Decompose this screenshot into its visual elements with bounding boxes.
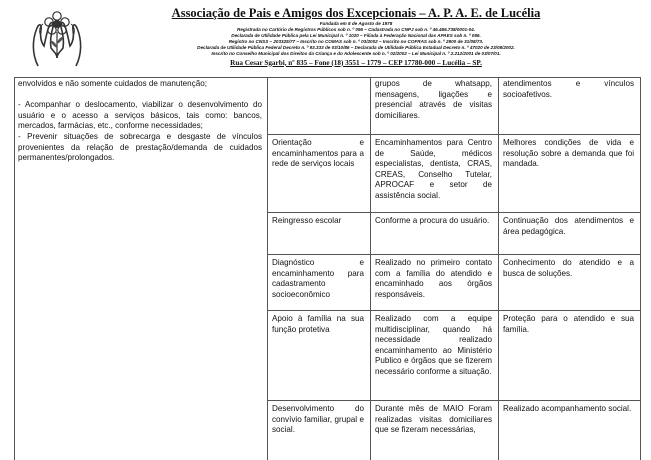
table-cell: atendimentos e vínculos socioafetivos. — [503, 79, 634, 99]
table-cell: Reingresso escolar — [272, 216, 342, 225]
table-border-left — [14, 77, 15, 460]
table-cell: grupos de whatsapp, mensagens, ligações e presencial através de visitas domiciliares. — [375, 79, 492, 120]
table-cell: Durante mês de MAIO Foram realizadas visitas domiciliares que se fizeram necessárias, — [375, 404, 492, 435]
federal-decree-line: Declarada de Utilidade Pública Federal Decreto n. º 93.333 de 03/10/86 – Declarada de Utilidade Pública Estadual Decreto n. º 47020 de 23/08/2002. — [197, 45, 515, 51]
objective-text: - Acompanhar o deslocamento, viabilizar o desenvolvimento do usuário e o acesso a serviços básicos, tais como: bancos, mercados, farmácias, etc., conforme necessidades; — [18, 100, 262, 131]
table-cell: Encaminhamentos para Centro de Saúde, médicos especialistas, dentista, CRAS, CREAS, Conselho Tutelar, APROCAF e setor de assistência social. — [375, 138, 492, 200]
letterhead — [96, 6, 616, 68]
address-line: Rua Cesar Sgarbi, nº 835 – Fone (18) 3551 – 1779 – CEP 17780-000 – Lucélia – SP. — [230, 58, 482, 67]
table-border-top — [14, 77, 641, 78]
table-cell: Desenvolvimento do convívio familiar, grupal e social. — [272, 404, 364, 435]
apae-logo-hands-flower-icon — [28, 4, 86, 72]
table-cell: Continuação dos atendimentos e área pedagógica. — [503, 216, 634, 236]
organization-title: Associação de Pais e Amigos dos Excepcionais – A. P. A. E. de Lucélia — [171, 6, 541, 20]
council-line: Inscrito no Conselho Municipal dos Direitos da Criança e do Adolescente sob n. º 02/2002 – Lei Municipal n. º 2.212/2001 de 03/07/01. — [211, 51, 501, 57]
row-divider — [267, 254, 641, 255]
table-cell: Realizado acompanhamento social. — [503, 404, 632, 413]
row-divider — [267, 400, 641, 401]
table-cell: Apoio à família na sua função protetiva — [272, 314, 364, 334]
objectives-cell — [18, 79, 262, 164]
registry-line: Registrada no Cartório de Registros Públicos sob n. º 096 – Cadastrada no CNPJ sob n. º 46.466.738/0001-04. — [237, 27, 475, 33]
cnss-line: Registro no CNSS – 203325/77 – Inscrito no COMAS sob n. º 03/2002 – Inscrito no COFRAS sob n. º 2900 de 31/08/73. — [228, 39, 484, 45]
objective-text: envolvidos e não somente cuidados de manutenção; — [18, 79, 207, 88]
table-cell: Melhores condições de vida e resolução sobre a demanda que foi mandada. — [503, 138, 634, 169]
founding-line: Fundada em 8 de Agosto de 1978 — [319, 21, 393, 26]
row-divider — [267, 212, 641, 213]
table-cell: Diagnóstico e encaminhamento para cadastramento socioeconômico — [272, 258, 364, 299]
activities-table — [14, 77, 641, 460]
objective-text: - Prevenir situações de sobrecarga e desgaste de vínculos provenientes da relação de prestação/demanda de cuidados permanentes/prolongados. — [18, 131, 262, 163]
public-utility-line: Declarada de Utilidade Pública pela Lei Municipal n. º 1020 – Filiada à Federação Nacional das APAES sob n. º 086. — [231, 33, 481, 39]
row-divider — [267, 310, 641, 311]
table-cell: Proteção para o atendido e sua família. — [503, 314, 634, 334]
table-cell: Orientação e encaminhamentos para a rede de serviços locais — [272, 138, 364, 169]
table-cell: Conhecimento do atendido e a busca de soluções. — [503, 258, 634, 278]
table-cell: Realizado no primeiro contato com a família do atendido e encaminhado aos órgãos responsáveis. — [375, 258, 492, 299]
table-cell: Realizado com a equipe multidisciplinar, quando há necessidade realizado encaminhamento ao Ministério Publico e órgãos que se fizerem necessário conforme a situação. — [375, 314, 492, 376]
row-divider — [267, 134, 641, 135]
table-cell: Conforme a procura do usuário. — [375, 216, 490, 225]
